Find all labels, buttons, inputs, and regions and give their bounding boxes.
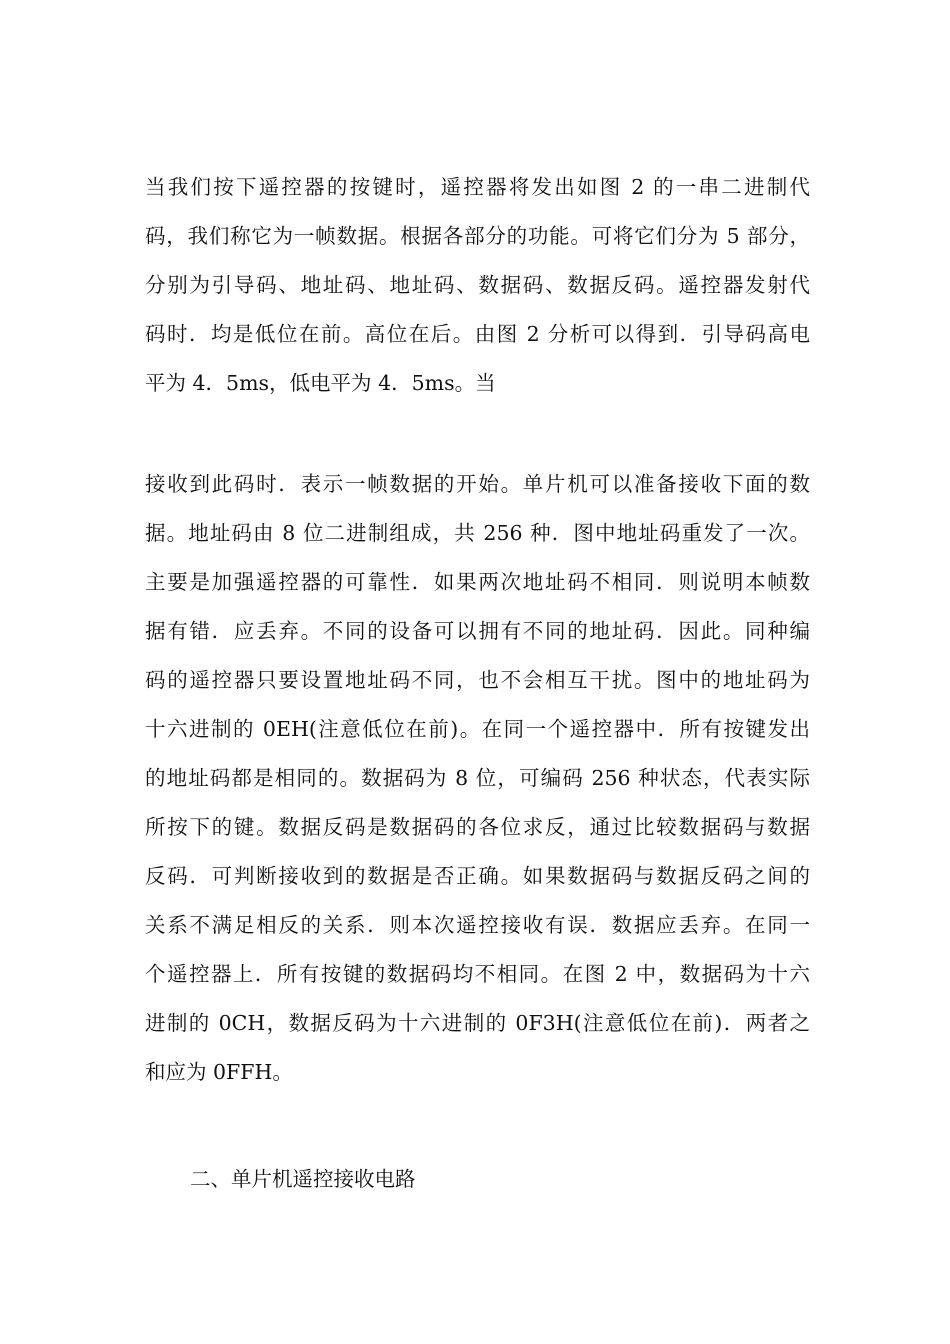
text-line: 反码．可判断接收到的数据是否正确。如果数据码与数据反码之间的 xyxy=(145,864,810,888)
text-line: 码时．均是低位在前。高位在后。由图 2 分析可以得到．引导码高电 xyxy=(145,322,810,346)
text-line: 接收到此码时．表示一帧数据的开始。单片机可以准备接收下面的数 xyxy=(145,472,810,496)
text-line: 所按下的键。数据反码是数据码的各位求反，通过比较数据码与数据 xyxy=(145,815,810,839)
text-line: 码的遥控器只要设置地址码不同，也不会相互干扰。图中的地址码为 xyxy=(145,668,810,692)
text-line: 分别为引导码、地址码、地址码、数据码、数据反码。遥控器发射代 xyxy=(145,273,810,297)
text-line: 平为 4．5ms，低电平为 4．5ms。当 xyxy=(145,371,496,395)
text-line: 据。地址码由 8 位二进制组成，共 256 种．图中地址码重发了一次。 xyxy=(145,521,810,545)
text-line: 的地址码都是相同的。数据码为 8 位，可编码 256 种状态，代表实际 xyxy=(145,766,810,790)
section-heading: 二、单片机遥控接收电路 xyxy=(190,1167,416,1191)
text-line: 进制的 0CH，数据反码为十六进制的 0F3H(注意低位在前)．两者之 xyxy=(145,1011,810,1035)
text-line: 关系不满足相反的关系．则本次遥控接收有误．数据应丢弃。在同一 xyxy=(145,913,810,937)
text-line: 个遥控器上．所有按键的数据码均不相同。在图 2 中，数据码为十六 xyxy=(145,962,810,986)
text-line: 和应为 0FFH。 xyxy=(145,1060,293,1084)
text-line: 当我们按下遥控器的按键时，遥控器将发出如图 2 的一串二进制代 xyxy=(145,175,810,199)
text-line: 十六进制的 0EH(注意低位在前)。在同一个遥控器中．所有按键发出 xyxy=(145,717,810,741)
text-line: 据有错．应丢弃。不同的设备可以拥有不同的地址码．因此。同种编 xyxy=(145,619,810,643)
text-line: 码，我们称它为一帧数据。根据各部分的功能。可将它们分为 5 部分， xyxy=(145,224,810,248)
text-line: 主要是加强遥控器的可靠性．如果两次地址码不相同．则说明本帧数 xyxy=(145,570,810,594)
